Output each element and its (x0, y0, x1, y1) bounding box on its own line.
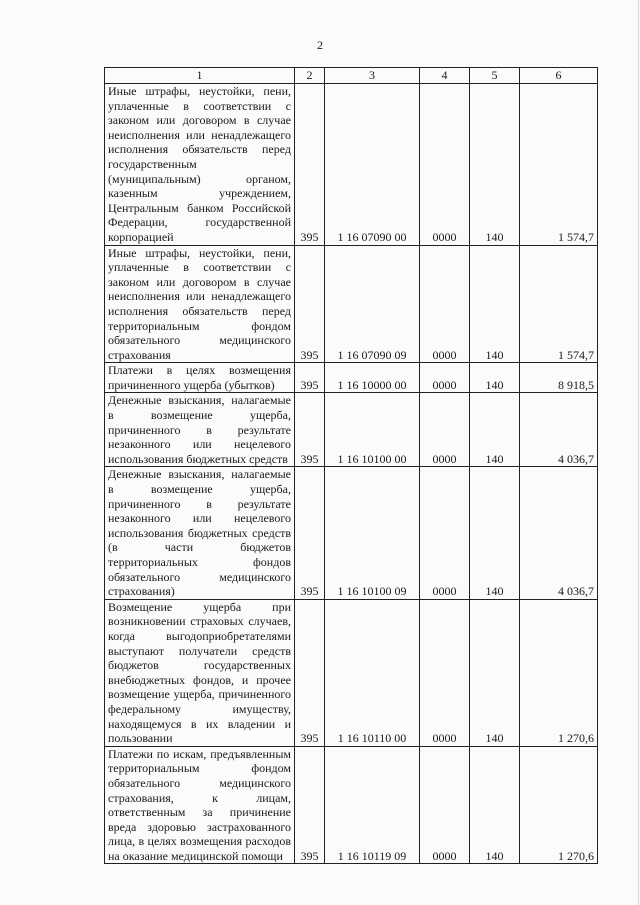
scan-artifact-line (638, 0, 639, 905)
row-description: Платежи в целях возмещения причиненного ущерба (убытков) (105, 363, 295, 393)
row-admin-code: 395 (295, 245, 325, 363)
row-description: Иные штрафы, неустойки, пени, уплаченные в соответствии с законом или договором в случае неисполнения или ненадлежащего исполнения обязательств перед территориальным фондом обязательного медицинского страхования (105, 245, 295, 363)
row-subtype-code: 0000 (420, 599, 470, 746)
row-subtype-code: 0000 (420, 393, 470, 467)
row-revenue-code: 1 16 10000 00 (325, 363, 420, 393)
row-amount: 4 036,7 (520, 467, 598, 599)
row-kind-code: 140 (470, 746, 520, 864)
row-description: Иные штрафы, неустойки, пени, уплаченные в соответствии с законом или договором в случае неисполнения или ненадлежащего исполнения обязательств перед государственным (муниципальным) органом, казенным учреждением, Центральным банком Российской Федерации, государственной корпорацией (105, 84, 295, 246)
row-admin-code: 395 (295, 746, 325, 864)
column-header-6: 6 (520, 68, 598, 84)
column-header-1: 1 (105, 68, 295, 84)
table-row (105, 363, 598, 393)
row-subtype-code: 0000 (420, 467, 470, 599)
revenue-table (104, 67, 598, 864)
row-kind-code: 140 (470, 393, 520, 467)
column-header-3: 3 (325, 68, 420, 84)
table-row (105, 467, 598, 599)
column-header-2: 2 (295, 68, 325, 84)
row-description: Возмещение ущерба при возникновении страховых случаев, когда выгодоприобретателями выступают получатели средств бюджетов государственных внебюджетных фондов, и прочее возмещение ущерба, причиненного федеральному имуществу, находящемуся в их владении и пользовании (105, 599, 295, 746)
column-header-4: 4 (420, 68, 470, 84)
row-revenue-code: 1 16 10100 00 (325, 393, 420, 467)
row-kind-code: 140 (470, 84, 520, 246)
row-amount: 4 036,7 (520, 393, 598, 467)
row-subtype-code: 0000 (420, 746, 470, 864)
row-revenue-code: 1 16 10110 00 (325, 599, 420, 746)
row-amount: 1 270,6 (520, 746, 598, 864)
row-admin-code: 395 (295, 393, 325, 467)
row-revenue-code: 1 16 07090 00 (325, 84, 420, 246)
table-header-row (105, 68, 598, 84)
table-row (105, 746, 598, 864)
row-amount: 1 270,6 (520, 599, 598, 746)
table-row (105, 599, 598, 746)
row-amount: 8 918,5 (520, 363, 598, 393)
row-revenue-code: 1 16 07090 09 (325, 245, 420, 363)
row-amount: 1 574,7 (520, 84, 598, 246)
row-description: Денежные взыскания, налагаемые в возмещение ущерба, причиненного в результате незаконного или нецелевого использования бюджетных средств (в части бюджетов территориальных фондов обязательного медицинского страхования) (105, 467, 295, 599)
row-description: Денежные взыскания, налагаемые в возмещение ущерба, причиненного в результате незаконного или нецелевого использования бюджетных средств (105, 393, 295, 467)
row-revenue-code: 1 16 10119 09 (325, 746, 420, 864)
row-amount: 1 574,7 (520, 245, 598, 363)
page-number: 2 (317, 38, 323, 52)
row-admin-code: 395 (295, 467, 325, 599)
row-description: Платежи по искам, предъявленным территориальным фондом обязательного медицинского страхования, к лицам, ответственным за причинение вреда здоровью застрахованного лица, в целях возмещения расходов на оказание медицинской помощи (105, 746, 295, 864)
table-row (105, 393, 598, 467)
row-kind-code: 140 (470, 599, 520, 746)
table-row (105, 84, 598, 246)
table-row (105, 245, 598, 363)
row-admin-code: 395 (295, 84, 325, 246)
row-kind-code: 140 (470, 467, 520, 599)
row-subtype-code: 0000 (420, 363, 470, 393)
row-revenue-code: 1 16 10100 09 (325, 467, 420, 599)
row-kind-code: 140 (470, 245, 520, 363)
column-header-5: 5 (470, 68, 520, 84)
row-kind-code: 140 (470, 363, 520, 393)
row-admin-code: 395 (295, 599, 325, 746)
row-admin-code: 395 (295, 363, 325, 393)
row-subtype-code: 0000 (420, 84, 470, 246)
row-subtype-code: 0000 (420, 245, 470, 363)
